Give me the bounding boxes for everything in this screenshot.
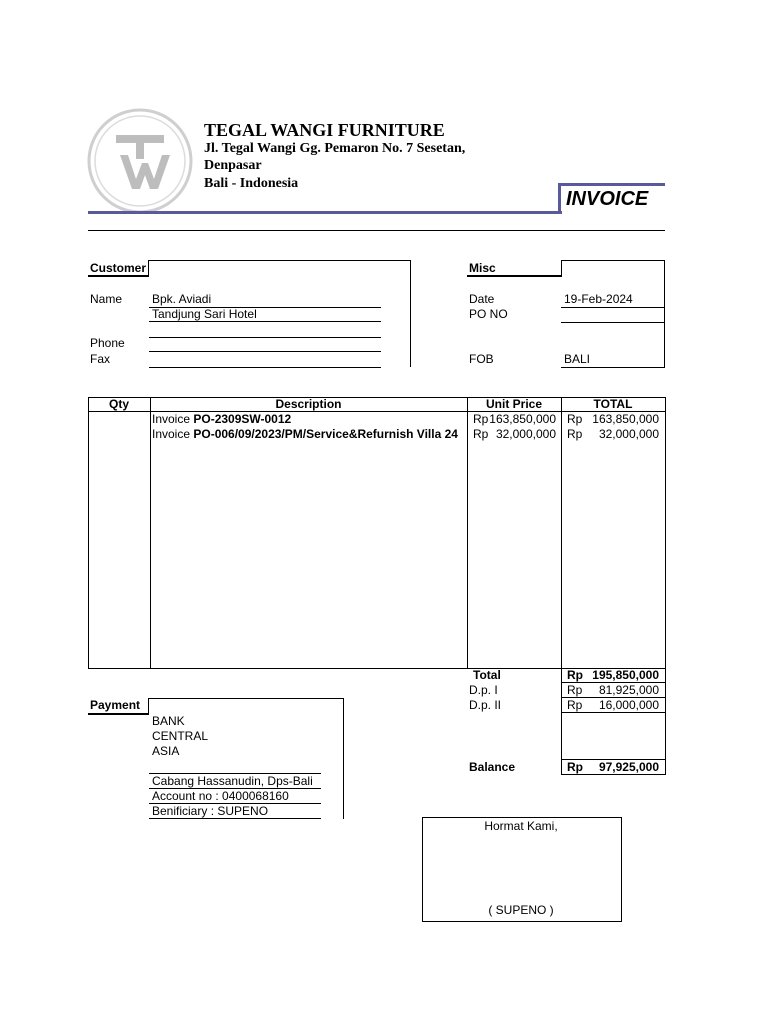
signature-name: ( SUPENO )	[488, 903, 554, 917]
date-line	[561, 307, 665, 308]
fob-label: FOB	[469, 352, 494, 366]
customer-box-top	[148, 260, 411, 261]
row-total: 32,000,000	[598, 427, 659, 441]
header-divider	[88, 230, 665, 231]
company-address-country: Indonesia	[239, 176, 299, 191]
col-header-total: TOTAL	[593, 397, 633, 411]
invoice-title: INVOICE	[566, 188, 649, 210]
payment-box-top	[148, 698, 344, 699]
misc-heading-underline	[467, 275, 562, 277]
company-address-line3: Bali - Indonesia	[204, 176, 299, 191]
summary-line-3	[561, 712, 665, 713]
customer-heading: Customer	[90, 261, 147, 275]
row-price-currency: Rp	[473, 427, 489, 441]
dp2-label: D.p. II	[469, 698, 502, 712]
date-label: Date	[469, 292, 495, 306]
items-col-divider-3	[561, 397, 562, 668]
misc-box-left	[561, 260, 562, 277]
total-label: Total	[473, 668, 501, 682]
items-col-divider-2	[467, 397, 468, 668]
date-value: 19-Feb-2024	[564, 292, 633, 306]
header-accent-bar	[88, 211, 562, 214]
table-row-description	[152, 412, 291, 426]
balance-value: 97,925,000	[598, 760, 659, 774]
dp1-currency: Rp	[567, 683, 583, 697]
name-label: Name	[90, 292, 123, 306]
bank-line-1: BANK	[152, 714, 185, 728]
balance-currency: Rp	[567, 760, 583, 774]
payment-heading: Payment	[90, 698, 141, 712]
fax-line	[149, 367, 381, 368]
dp1-label: D.p. I	[469, 683, 498, 697]
customer-box-left	[148, 260, 149, 277]
fob-line	[561, 367, 665, 368]
customer-company-value: Tandjung Sari Hotel	[152, 307, 257, 321]
customer-name-value: Bpk. Aviadi	[152, 292, 212, 306]
row-price-currency: Rp	[473, 412, 489, 426]
total-value: 195,850,000	[592, 668, 659, 682]
col-header-qty: Qty	[108, 397, 129, 411]
company-address-line1: Jl. Tegal Wangi Gg. Pemaron No. 7 Sesetan,	[204, 141, 466, 156]
company-logo	[86, 107, 194, 215]
row-total-currency: Rp	[567, 412, 583, 426]
row-total: 163,850,000	[592, 412, 659, 426]
payment-heading-underline	[88, 713, 149, 715]
company-name: TEGAL WANGI FURNITURE	[204, 120, 445, 140]
bank-line-3: ASIA	[152, 744, 180, 758]
row-total-currency: Rp	[567, 427, 583, 441]
balance-label: Balance	[469, 760, 516, 774]
bank-line-2: CENTRAL	[152, 729, 209, 743]
customer-box-right	[410, 260, 411, 367]
table-row-description	[152, 427, 458, 441]
fob-value: BALI	[564, 352, 591, 366]
beneficiary: Benificiary : SUPENO	[152, 804, 269, 818]
misc-box-right	[664, 260, 665, 367]
customer-company-line	[149, 321, 381, 322]
row-unit-price: 163,850,000	[489, 412, 556, 426]
payment-box-left	[148, 698, 149, 715]
col-header-description: Description	[275, 397, 342, 411]
customer-blank-line	[149, 337, 381, 338]
misc-heading: Misc	[469, 261, 496, 275]
bank-branch: Cabang Hassanudin, Dps-Bali	[152, 774, 313, 788]
total-currency: Rp	[567, 668, 583, 682]
po-label: PO NO	[469, 307, 508, 321]
payment-box-right	[343, 698, 344, 819]
items-col-divider-1	[150, 397, 151, 668]
dp1-value: 81,925,000	[598, 683, 659, 697]
customer-heading-underline	[88, 275, 149, 277]
invoice-tab-border-top	[558, 183, 665, 186]
account-number: Account no : 0400068160	[152, 789, 289, 803]
dp2-value: 16,000,000	[598, 698, 659, 712]
phone-line	[149, 351, 381, 352]
misc-box-top	[561, 260, 665, 261]
signature-greeting: Hormat Kami,	[484, 819, 558, 833]
row-desc-prefix: Invoice	[152, 427, 194, 441]
beneficiary-line	[149, 818, 321, 819]
invoice-tab-border-left	[558, 183, 561, 214]
company-address-city: Bali	[204, 176, 229, 191]
dp2-currency: Rp	[567, 698, 583, 712]
col-header-unit-price: Unit Price	[485, 397, 542, 411]
po-line	[561, 322, 665, 323]
row-unit-price: 32,000,000	[495, 427, 556, 441]
row-desc-prefix: Invoice	[152, 412, 194, 426]
company-address-line2: Denpasar	[204, 158, 262, 173]
fax-label: Fax	[90, 352, 111, 366]
phone-label: Phone	[90, 336, 125, 350]
row-desc-invoice-no: PO-2309SW-0012	[193, 412, 292, 426]
row-desc-invoice-no: PO-006/09/2023/PM/Service&Refurnish Villa 24	[193, 427, 458, 441]
